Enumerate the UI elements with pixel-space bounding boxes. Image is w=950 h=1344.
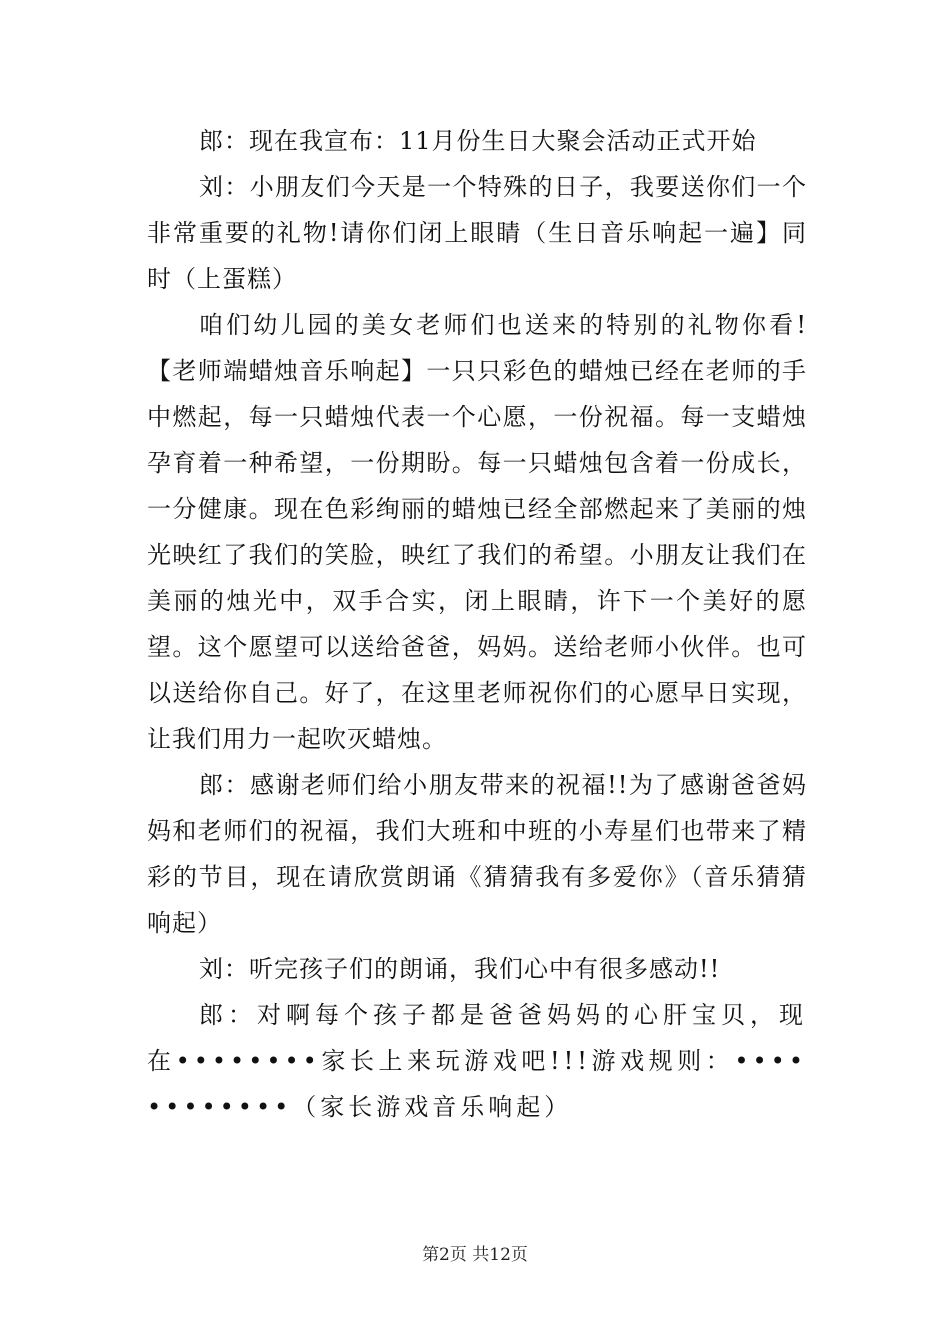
paragraph-announcement: 郎：现在我宣布：11月份生日大聚会活动正式开始 bbox=[199, 127, 757, 155]
page-number-footer: 第2页 共12页 bbox=[422, 1245, 528, 1265]
document-body bbox=[147, 118, 807, 1130]
paragraph-recitation-response: 刘：听完孩子们的朗诵，我们心中有很多感动!! bbox=[199, 955, 721, 983]
paragraph-candles: 咱们幼儿园的美女老师们也送来的特别的礼物你看!【老师端蜡烛音乐响起】一只只彩色的蜡烛已经在老师的手中燃起，每一只蜡烛代表一个心愿，一份祝福。每一支蜡烛孕育着一种希望，一份期盼。每一只蜡烛包含着一份成长，一分健康。现在色彩绚丽的蜡烛已经全部燃起来了美丽的烛光映红了我们的笑脸，映红了我们的希望。小朋友让我们在美丽的烛光中，双手合实，闭上眼睛，许下一个美好的愿望。这个愿望可以送给爸爸，妈妈。送给老师小伙伴。也可以送给你自己。好了，在这里老师祝你们的心愿早日实现，让我们用力一起吹灭蜡烛。 bbox=[147, 311, 807, 753]
paragraph-thanks: 郎：感谢老师们给小朋友带来的祝福!!为了感谢爸爸妈妈和老师们的祝福，我们大班和中班的小寿星们也带来了精彩的节目，现在请欣赏朗诵《猜猜我有多爱你》（音乐猜猜响起） bbox=[147, 771, 807, 937]
paragraph-gift: 刘：小朋友们今天是一个特殊的日子，我要送你们一个非常重要的礼物!请你们闭上眼睛（生日音乐响起一遍】同时（上蛋糕） bbox=[147, 173, 807, 293]
paragraph-parent-game: 郎：对啊每个孩子都是爸爸妈妈的心肝宝贝，现在••••••••家长上来玩游戏吧!!!游戏规则：••••••••••••（家长游戏音乐响起） bbox=[147, 1001, 807, 1121]
